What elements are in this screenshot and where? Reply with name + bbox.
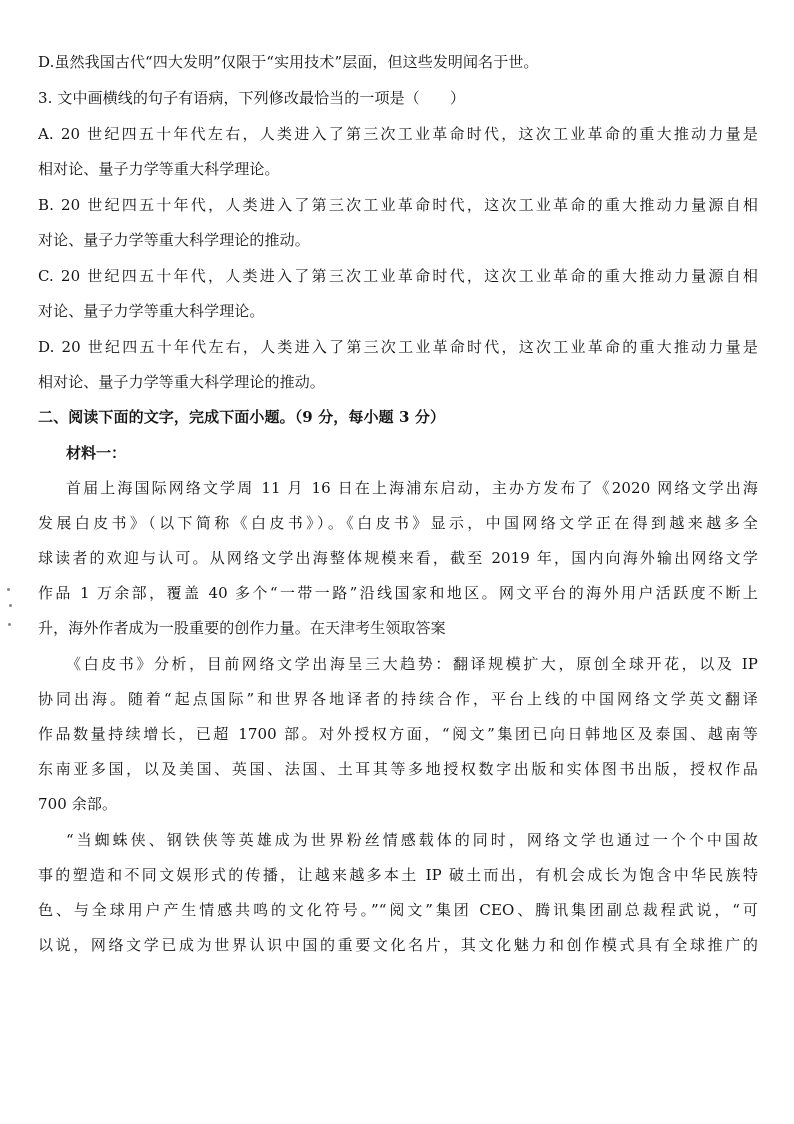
scan-speck <box>7 588 10 591</box>
para1-line3: 球读者的欢迎与认可。从网络文学出海整体规模来看，截至 2019 年，国内向海外输出网络文学 <box>38 549 758 567</box>
para2-line2: 协同出海。随着“起点国际”和世界各地译者的持续合作，平台上线的中国网络文学英文翻译 <box>38 690 758 708</box>
q3-option-c-line1: C. 20 世纪四五十年代，人类进入了第三次工业革命时代，这次工业革命的重大推动力量源自相 <box>38 267 758 285</box>
para1-line2: 发展白皮书》（以下简称《白皮书》）。《白皮书》显示，中国网络文学正在得到越来越多全 <box>38 514 758 532</box>
para1-line4: 作品 1 万余部，覆盖 40 多个“一带一路”沿线国家和地区。网文平台的海外用户活跃度不断上 <box>38 584 758 602</box>
section-heading: 二、阅读下面的文字，完成下面小题。（9 分，每小题 3 分） <box>38 408 446 426</box>
q3-option-b-line2: 对论、量子力学等重大科学理论的推动。 <box>38 231 310 249</box>
scan-speck <box>8 623 11 626</box>
material-label: 材料一： <box>66 444 127 462</box>
q3-option-c-line2: 对论、量子力学等重大科学理论。 <box>38 302 265 320</box>
para1-line5-text: 升，海外作者成为一股重要的创作力量。 <box>38 619 310 637</box>
para1-line5 <box>38 618 758 639</box>
q2-option-d: D.虽然我国古代“四大发明”仅限于“实用技术”层面，但这些发明闻名于世。 <box>38 53 539 71</box>
q3-stem: 3. 文中画横线的句子有语病，下列修改最恰当的一项是（ ） <box>38 89 466 107</box>
para3-line4: 以说，网络文学已成为世界认识中国的重要文化名片，其文化魅力和创作模式具有全球推广的 <box>38 936 758 954</box>
q3-option-a-line1: A. 20 世纪四五十年代左右，人类进入了第三次工业革命时代，这次工业革命的重大推动力量是 <box>38 125 758 143</box>
para2-line1: 《白皮书》分析，目前网络文学出海呈三大趋势：翻译规模扩大，原创全球开花，以及 IP <box>66 655 758 673</box>
para1-line1: 首届上海国际网络文学周 11 月 16 日在上海浦东启动，主办方发布了《2020 网络文学出海 <box>66 479 758 497</box>
q3-option-a-line2: 相对论、量子力学等重大科学理论。 <box>38 160 280 178</box>
para2-line3: 作品数量持续增长，已超 1700 部。对外授权方面，“阅文”集团已向日韩地区及泰国、越南等 <box>38 725 758 743</box>
para3-line2: 事的塑造和不同文娱形式的传播，让越来越多本土 IP 破土而出，有机会成长为饱含中华民族特 <box>38 866 758 884</box>
q3-option-d-line2: 相对论、量子力学等重大科学理论的推动。 <box>38 373 325 391</box>
watermark-note: 在天津考生领取答案 <box>309 621 446 637</box>
para2-line5: 700 余部。 <box>38 795 118 813</box>
para2-line4: 东南亚多国，以及美国、英国、法国、土耳其等多地授权数字出版和实体图书出版，授权作品 <box>38 760 758 778</box>
q3-option-d-line1: D. 20 世纪四五十年代左右，人类进入了第三次工业革命时代，这次工业革命的重大推动力量是 <box>38 338 758 356</box>
scan-speck <box>9 604 12 607</box>
para3-line3: 色、与全球用户产生情感共鸣的文化符号。”“阅文”集团 CEO、腾讯集团副总裁程武说，“可 <box>38 901 758 919</box>
para3-line1: “当蜘蛛侠、钢铁侠等英雄成为世界粉丝情感载体的同时，网络文学也通过一个个中国故 <box>66 831 758 849</box>
q3-option-b-line1: B. 20 世纪四五十年代，人类进入了第三次工业革命时代，这次工业革命的重大推动力量源自相 <box>38 196 758 214</box>
